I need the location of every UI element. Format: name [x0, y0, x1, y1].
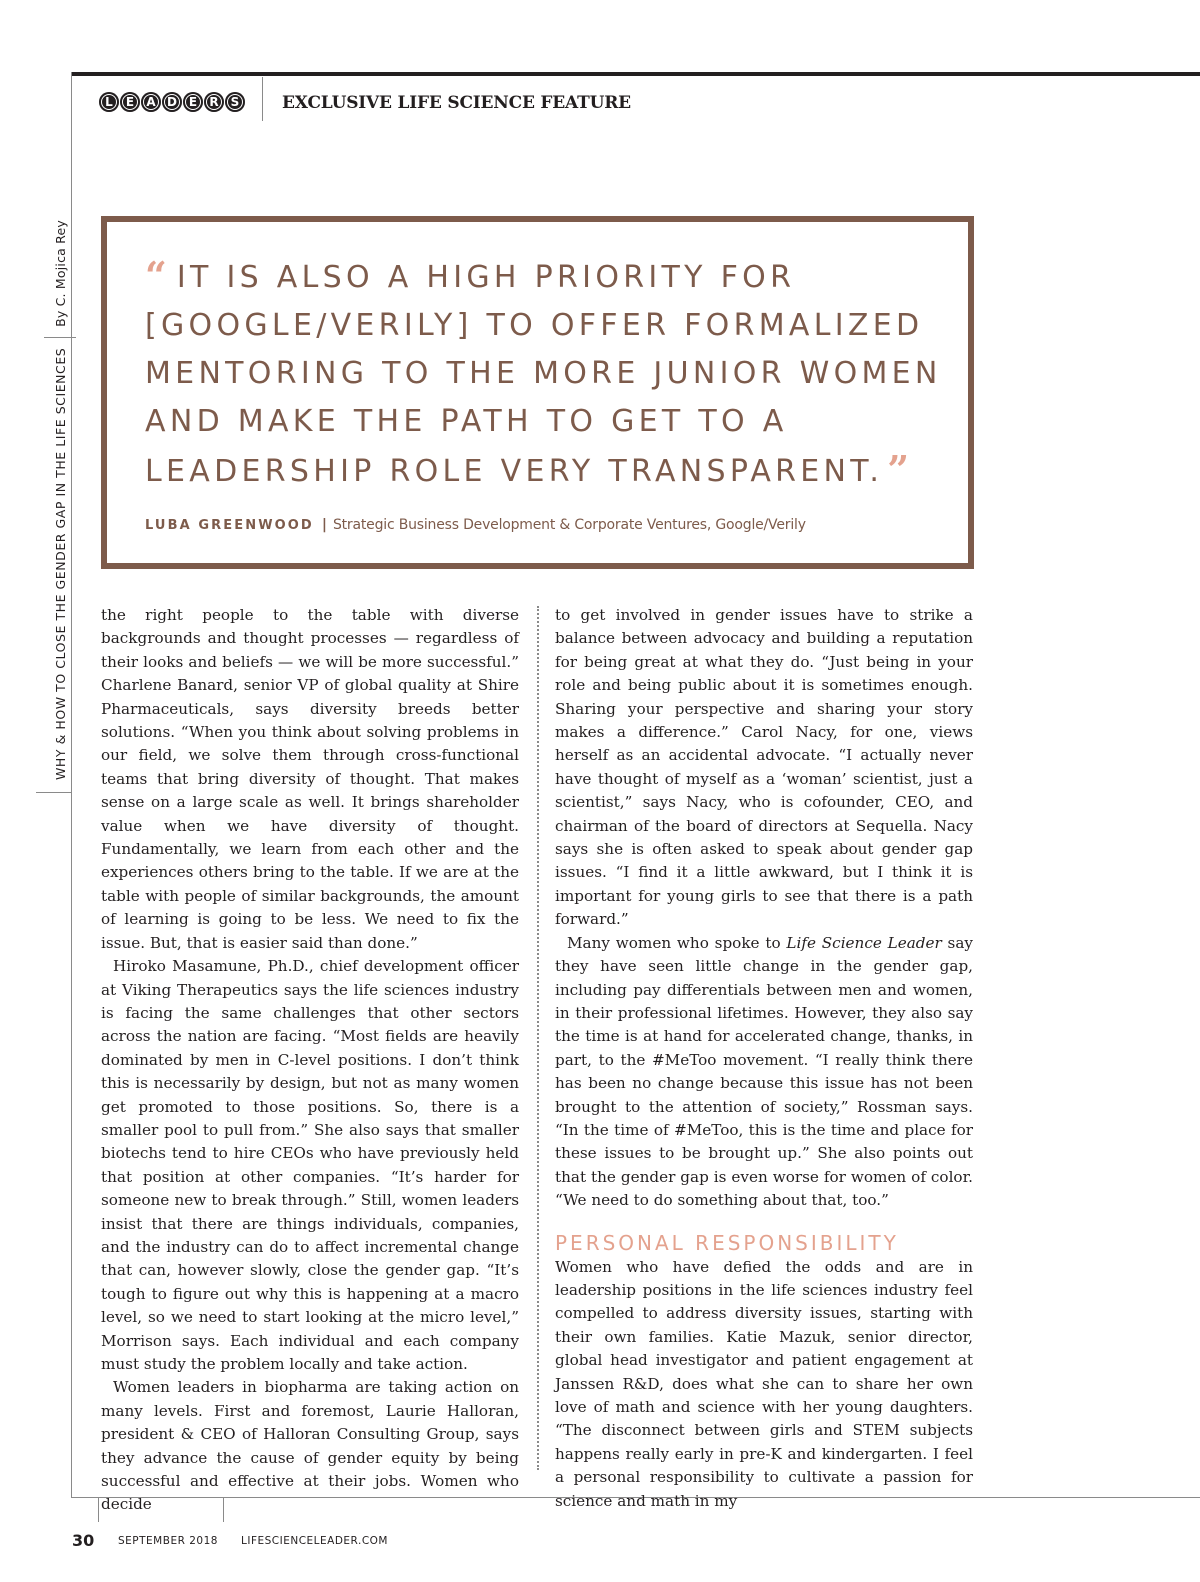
feature-label: EXCLUSIVE LIFE SCIENCE FEATURE: [282, 93, 631, 113]
pull-quote-body: IT IS ALSO A HIGH PRIORITY FOR [GOOGLE/VERILY] TO OFFER FORMALIZED MENTORING TO THE MORE JUNIOR WOMEN AND MAKE THE PATH TO GET TO A LEADERSHIP ROLE VERY TRANSPARENT.: [145, 260, 942, 489]
article-paragraph: Women leaders in biopharma are taking action on many levels. First and foremost, Laurie Halloran, president & CEO of Halloran Consulting Group, says they advance the cause of gender equity by being successful and effective at their jobs. Women who decide: [101, 1378, 519, 1514]
column-divider: [537, 606, 539, 1470]
open-quote-icon: “: [145, 253, 167, 298]
logo-letter: A: [141, 92, 161, 112]
article-paragraph: the right people to the table with diverse backgrounds and thought processes — regardless of their looks and beliefs — we will be more successful.” Charlene Banard, senior VP of global quality at Shire Pharmaceuticals, says diversity breeds better solutions. “When you think about solving problems in our field, we solve them through cross-functional teams that bring diversity of thought. That makes sense on a large scale as well. It brings shareholder value when we have diversity of thought. Fundamentally, we learn from each other and the experiences others bring to the table. If we are at the table with people of similar backgrounds, the amount of learning is going to be less. We need to fix the issue. But, that is easier said than done.”: [101, 606, 519, 952]
article-paragraph: to get involved in gender issues have to strike a balance between advocacy and building a reputation for being great at what they do. “Just being in your role and being public about it is sometimes enough. Sharing your perspective and sharing your story makes a difference.” Carol Nacy, for one, views herself as an accidental advocate. “I actually never have thought of myself as a ‘woman’ scientist, just a scientist,” says Nacy, who is cofounder, CEO, and chairman of the board of directors at Sequella. Nacy says she is often asked to speak about gender gap issues. “I find it a little awkward, but I think it is important for young girls to see that there is a path forward.”: [555, 606, 973, 929]
section-subhead: PERSONAL RESPONSIBILITY: [555, 1230, 899, 1255]
leaders-section-logo: [99, 92, 245, 112]
article-paragraph: Women who have defied the odds and are in leadership positions in the life sciences industry feel compelled to address diversity issues, starting with their own families. Katie Mazuk, senior director, global head investigator and patient engagement at Janssen R&D, does what she can to share her own love of math and science with her young daughters. “The disconnect between girls and STEM subjects happens really early in pre-K and kindergarten. I feel a personal responsibility to cultivate a passion for science and math in my: [555, 1257, 973, 1510]
quote-author-role: Strategic Business Development & Corporate Ventures, Google/Verily: [332, 517, 806, 533]
logo-letter: L: [99, 92, 119, 112]
footer-divider: [223, 1498, 224, 1522]
attribution-separator: |: [321, 517, 327, 533]
pull-quote-text: [145, 252, 945, 496]
logo-letter: E: [183, 92, 203, 112]
article-column-left: [101, 604, 519, 1517]
paragraph-text: Many women who spoke to: [567, 933, 787, 952]
top-rule: [72, 72, 1200, 76]
page-footer: [0, 1498, 1200, 1582]
sidebar-article-title: WHY & HOW TO CLOSE THE GENDER GAP IN THE LIFE SCIENCES: [52, 347, 68, 780]
logo-letter: S: [225, 92, 245, 112]
sidebar-divider: [44, 337, 76, 338]
article-paragraph: Hiroko Masamune, Ph.D., chief development officer at Viking Therapeutics says the life sciences industry is facing the same challenges that other sectors across the nation are facing. “Most fields are heavily dominated by men in C-level positions. I don’t think this is necessarily by design, but not as many women get promoted to those positions. So, there is a smaller pool to pull from.” She also says that smaller biotechs tend to hire CEOs who have previously held that position at other companies. “It’s harder for someone new to break through.” Still, women leaders insist that there are things individuals, companies, and the industry can do to affect incremental change that can, however slowly, close the gender gap. “It’s tough to figure out why this is happening at a macro level, so we need to start looking at the micro level,” Morrison says. Each individual and each company must study the problem locally and take action.: [101, 957, 519, 1373]
sidebar-tick-rule: [36, 792, 72, 793]
logo-letter: D: [162, 92, 182, 112]
header-divider: [262, 77, 263, 121]
close-quote-icon: ”: [887, 447, 910, 492]
pull-quote-box: [101, 216, 974, 569]
footer-divider: [98, 1498, 99, 1522]
page-number: 30: [72, 1531, 95, 1550]
pull-quote-attribution: [145, 517, 806, 533]
publication-name: Life Science Leader: [786, 933, 942, 952]
left-margin-rule: [71, 72, 72, 1498]
paragraph-text: say they have seen little change in the gender gap, including pay differentials between men and women, in their professional lifetimes. However, they also say the time is at hand for accelerated change, thanks, in part, to the #MeToo movement. “I really think there has been no change because this issue has not been brought to the attention of society,” Rossman says. “In the time of #MeToo, this is the time and place for these issues to be brought up.” She also points out that the gender gap is even worse for women of color. “We need to do something about that, too.”: [555, 933, 973, 1210]
vertical-sidebar: [50, 220, 70, 780]
quote-author-name: LUBA GREENWOOD: [145, 518, 314, 533]
issue-date: SEPTEMBER 2018: [118, 1535, 218, 1547]
website-label: LIFESCIENCELEADER.COM: [241, 1535, 388, 1547]
article-column-right: [555, 604, 973, 1513]
article-paragraph: [555, 932, 973, 1213]
logo-letter: R: [204, 92, 224, 112]
sidebar-byline: By C. Mojica Rey: [52, 220, 68, 327]
logo-letter: E: [120, 92, 140, 112]
